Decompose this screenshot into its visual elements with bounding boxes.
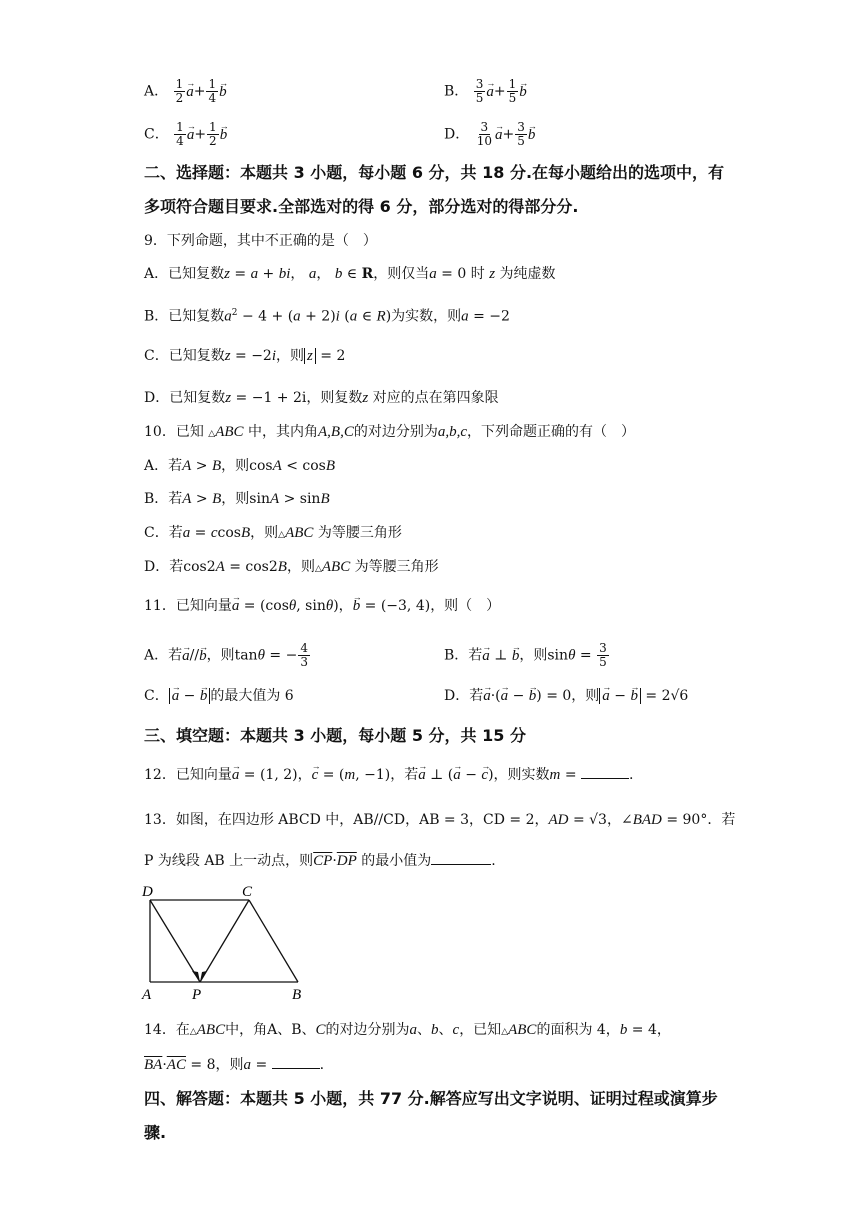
q10-option-b: B．若A > B，则sinA > sinB xyxy=(144,491,330,507)
q10-option-a: A．若A > B，则cosA < cosB xyxy=(144,458,336,474)
fig-label-p: P xyxy=(192,987,202,1003)
section-4-heading: 四、解答题：本题共 5 小题，共 77 分.解答应写出文字说明、证明过程或演算步骤. xyxy=(144,1089,718,1142)
q12-stem: 12．已知向量→ a = (1, 2)，→ c = (m, −1)，若→ a ⊥ (→ a − → c)，则实数m = . xyxy=(144,764,800,785)
quadrilateral-figure xyxy=(138,878,318,1003)
fig-label-c: C xyxy=(242,884,253,900)
q9-option-b: B．已知复数$a^2 - 4 + (a + 2)i$ (a ∈ R)为实数，则a = −2 xyxy=(144,308,510,325)
q13-line-2: P 为线段 AB 上一动点，则$\overline{CP}\cdot\overline{DP}$ 的最小值为 . xyxy=(144,850,800,871)
q11-stem: 11．已知向量→ a = (cosθ, sinθ)，→ b = (−3, 4)，则（ ） xyxy=(144,596,800,616)
fig-label-a: A xyxy=(142,987,152,1003)
section-2-heading: 二、选择题：本题共 3 小题，每小题 6 分，共 18 分.在每小题给出的选项中，有多项符合题目要求.全部选对的得 6 分，部分选对的得部分分. xyxy=(144,163,725,216)
q13-line-1: 13．如图，在四边形 ABCD 中，AB//CD，AB = 3，CD = 2，AD = √3，∠BAD = 90°．若 xyxy=(144,812,736,828)
q9-option-a: A．已知复数z = a + bi， a， b ∈ R，则仅当a = 0 时 z 为纯虚数 xyxy=(144,266,556,282)
q11-option-b: B．若→ a ⊥ → b，则sinθ = $\frac{3}{5}$ xyxy=(444,642,610,669)
q14-line-1: 14．在△ABC中，角A、B、C的对边分别为a、b、c，已知△ABC的面积为 4，b = 4， xyxy=(144,1022,671,1038)
q8-option-c: C． $\frac{1}{4}$ → a+ $\frac{1}{2}$ → b xyxy=(144,121,800,148)
q10-option-c: C．若a = ccosB，则△ABC 为等腰三角形 xyxy=(144,525,402,541)
q8-option-a: A． $\frac{1}{2}$ → a+ $\frac{1}{4}$ → b xyxy=(144,78,800,105)
q11-option-c: C． → a − → b 的最大值为 6 xyxy=(144,686,800,706)
q8-option-b: B． $\frac{3}{5}$ → a+ $\frac{1}{5}$ → b xyxy=(444,78,527,105)
fig-label-d: D xyxy=(142,884,153,900)
q10-option-d: D．若cos2A = cos2B，则△ABC 为等腰三角形 xyxy=(144,559,439,575)
q11-option-a: A．若→ a//→ b，则tanθ = − $\frac{4}{3}$ xyxy=(144,642,800,669)
q8-option-d: D． $\frac{3}{10}$ → a+ $\frac{3}{5}$ → b xyxy=(444,121,535,148)
section-3-heading: 三、填空题：本题共 3 小题，每小题 5 分，共 15 分 xyxy=(144,726,526,745)
fig-label-b: B xyxy=(292,987,302,1003)
q10-stem: 10．已知 △ABC 中，其内角A,B,C的对边分别为a,b,c，下列命题正确的有（ ） xyxy=(144,424,636,440)
q9-option-c: C．已知复数z = −2i，则 z = 2 xyxy=(144,348,346,364)
q11-option-d: D．若→ a·(→ a − → b) = 0，则 → a − → b = 2√6 xyxy=(444,686,688,706)
q9-option-d: D．已知复数z = −1 + 2i，则复数z 对应的点在第四象限 xyxy=(144,390,499,406)
q14-line-2: $\overline{BA}\cdot\overline{AC} = 8$，则a = . xyxy=(144,1054,800,1075)
q9-stem: 9．下列命题，其中不正确的是（ ） xyxy=(144,233,377,249)
